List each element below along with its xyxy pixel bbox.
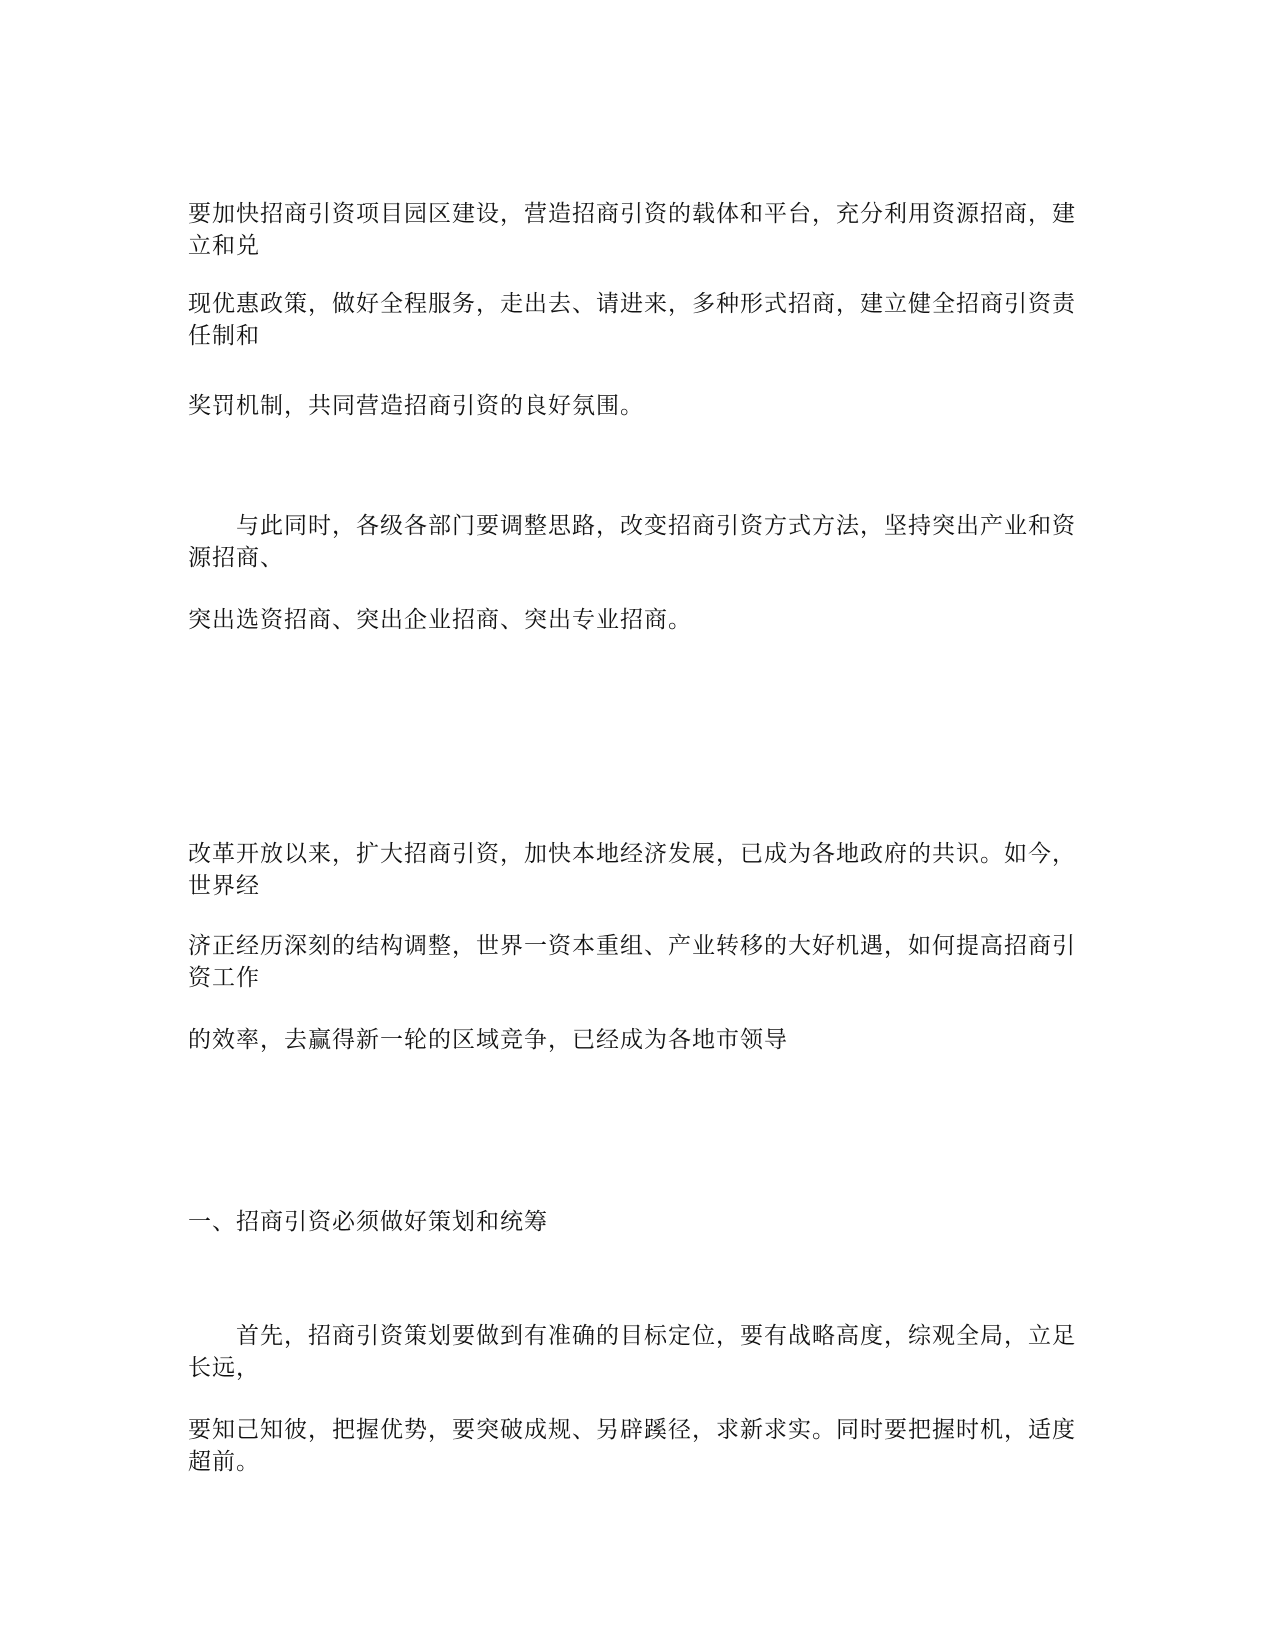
paragraph-line: 首先，招商引资策划要做到有准确的目标定位，要有战略高度，综观全局，立足长远， <box>188 1323 1076 1381</box>
paragraph-line: 突出选资招商、突出企业招商、突出专业招商。 <box>188 607 692 633</box>
paragraph-line: 要加快招商引资项目园区建设，营造招商引资的载体和平台，充分利用资源招商，建立和兑 <box>188 201 1076 259</box>
paragraph-line: 奖罚机制，共同营造招商引资的良好氛围。 <box>188 393 644 419</box>
paragraph-line: 济正经历深刻的结构调整，世界一资本重组、产业转移的大好机遇，如何提高招商引资工作 <box>188 933 1076 991</box>
paragraph-line: 要知己知彼，把握优势，要突破成规、另辟蹊径，求新求实。同时要把握时机，适度超前。 <box>188 1417 1076 1475</box>
paragraph-line: 现优惠政策，做好全程服务，走出去、请进来，多种形式招商，建立健全招商引资责任制和 <box>188 291 1076 349</box>
paragraph-line: 改革开放以来，扩大招商引资，加快本地经济发展，已成为各地政府的共识。如今，世界经 <box>188 841 1076 899</box>
paragraph-line: 与此同时，各级各部门要调整思路，改变招商引资方式方法，坚持突出产业和资源招商、 <box>188 513 1076 571</box>
section-heading: 一、招商引资必须做好策划和统筹 <box>188 1209 548 1235</box>
paragraph-line: 的效率，去赢得新一轮的区域竞争，已经成为各地市领导 <box>188 1027 788 1053</box>
